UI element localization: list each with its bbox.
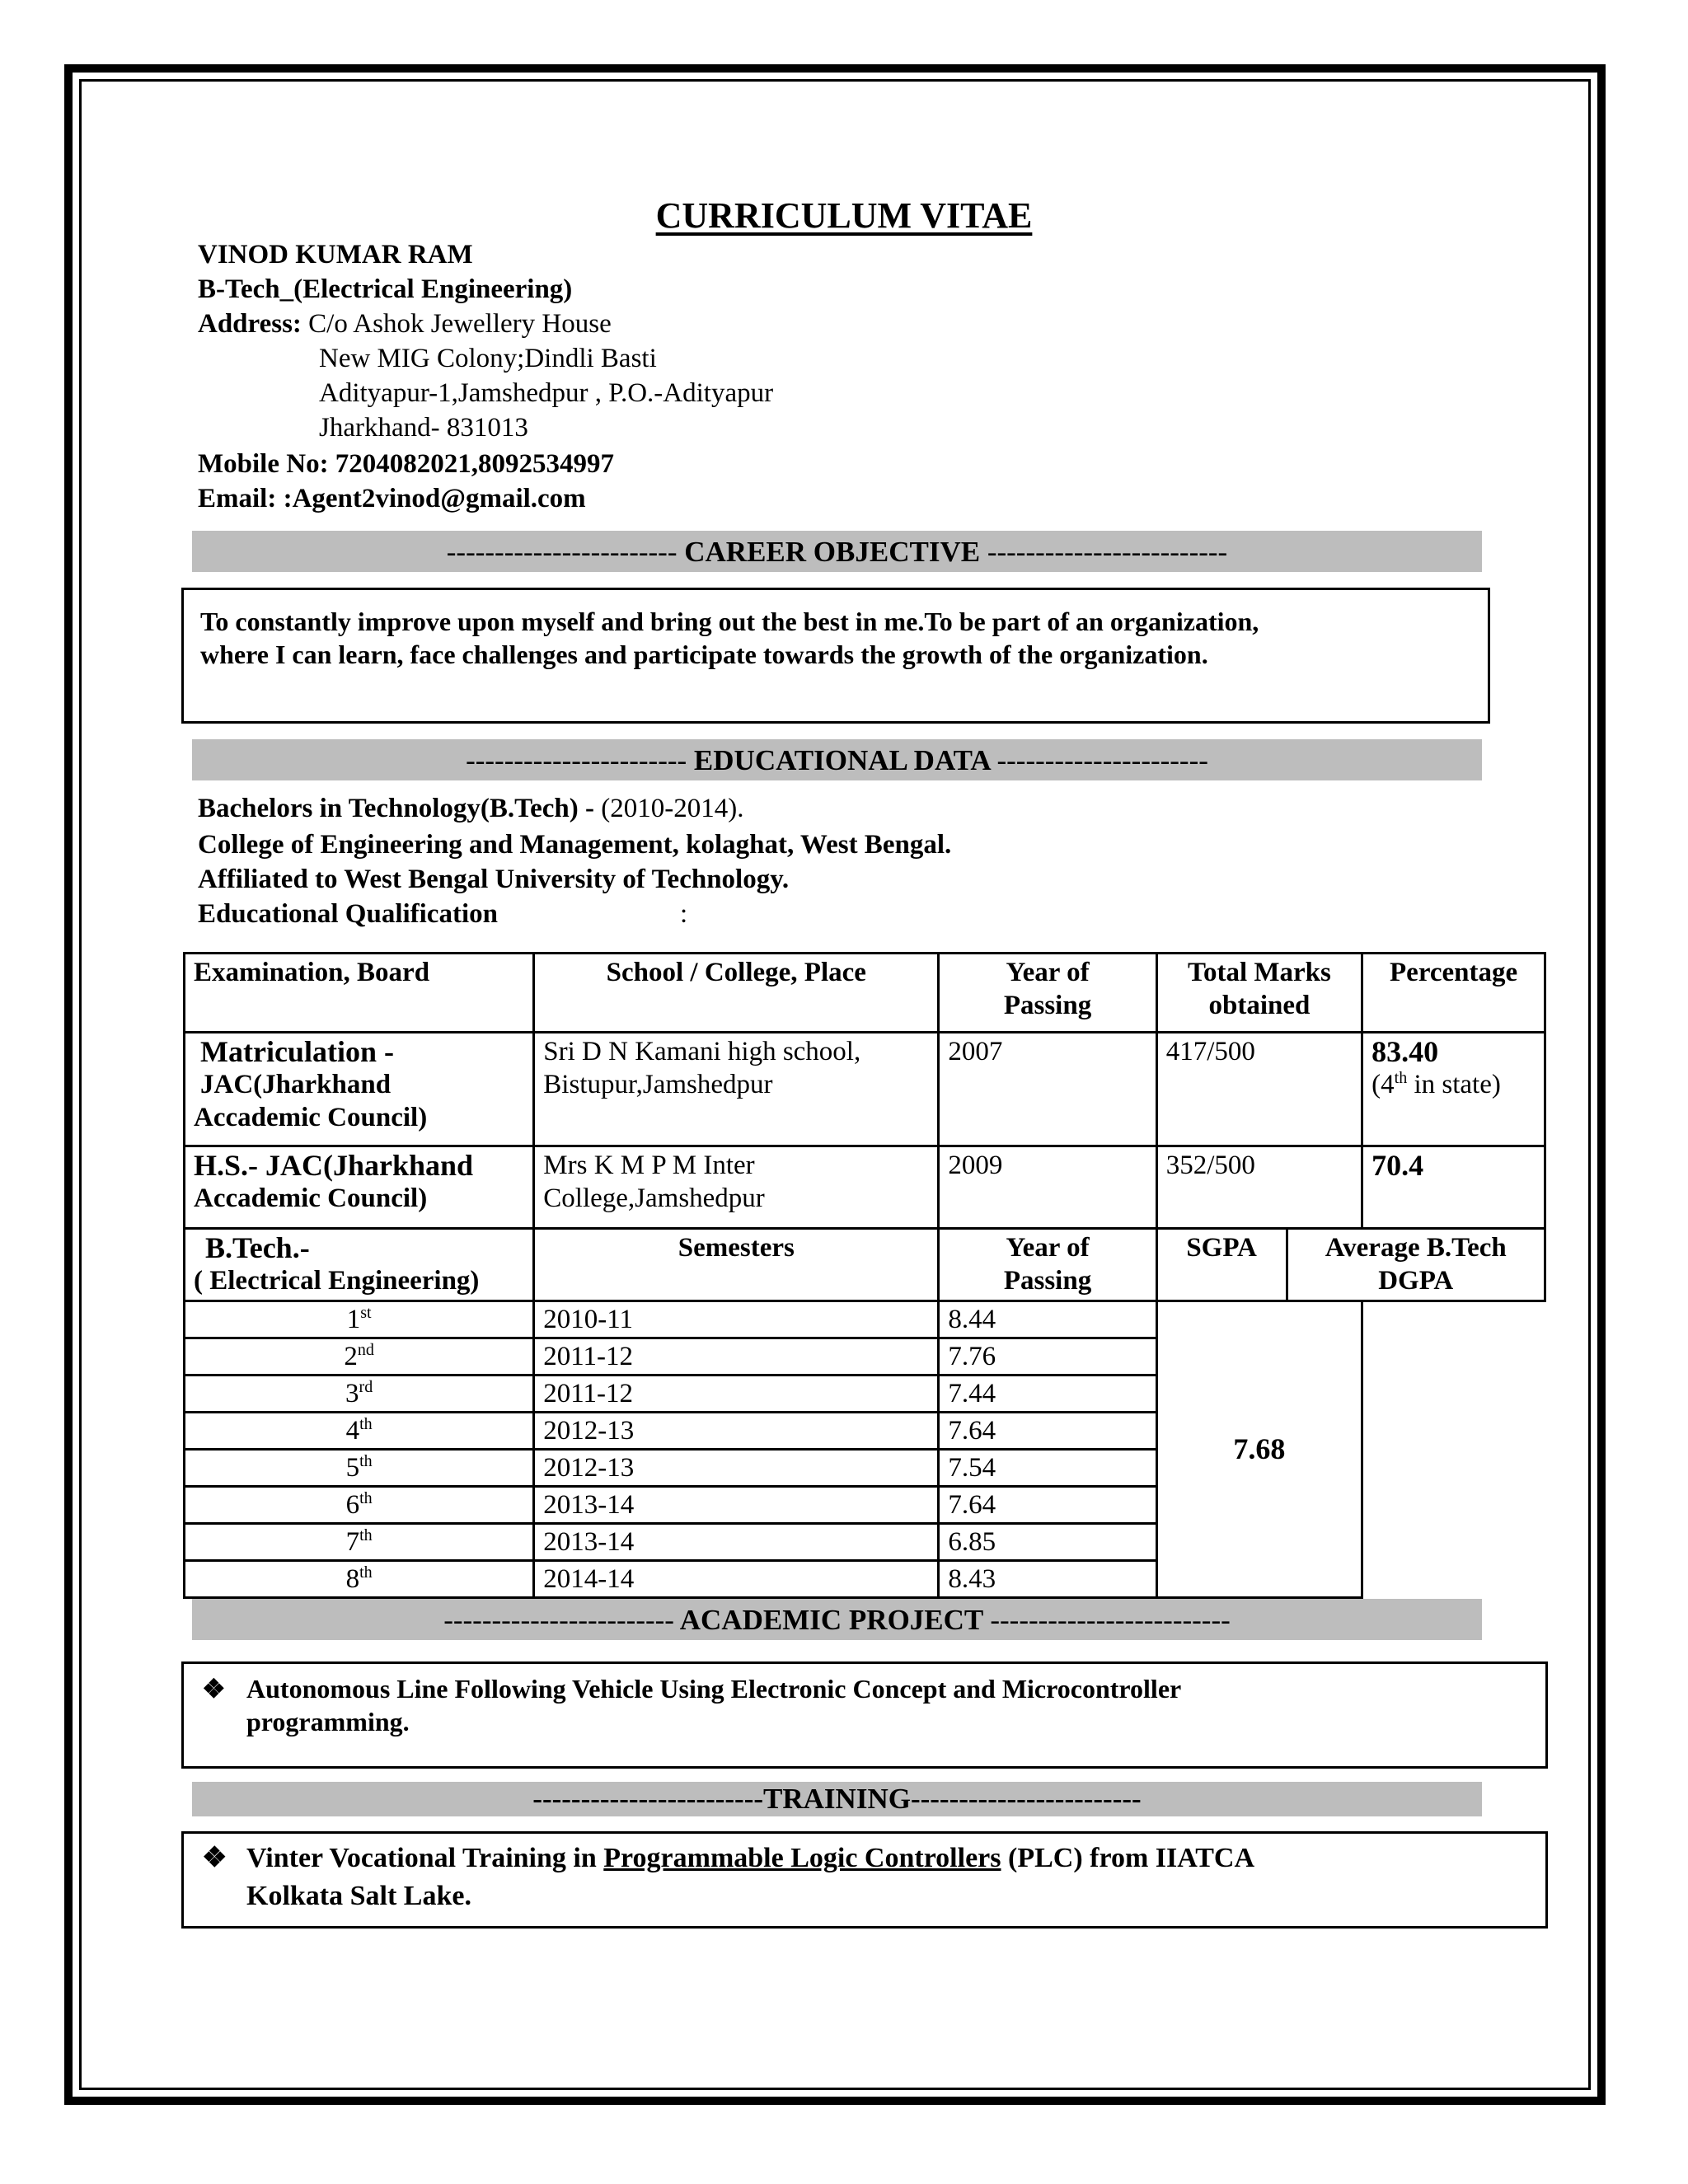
semester-sgpa: 7.54: [948, 1453, 996, 1483]
matric-marks: 417/500: [1165, 1037, 1255, 1066]
header-percentage: [1362, 954, 1545, 1033]
semester-year: 2012-13: [543, 1416, 635, 1446]
cell-semester-year: [534, 1487, 939, 1524]
hs-exam-line-2: Accademic Council): [194, 1183, 428, 1213]
career-objective-box: [181, 588, 1490, 724]
cell-average-dgpa: [1156, 1301, 1362, 1598]
candidate-degree: B-Tech_(Electrical Engineering): [198, 274, 573, 304]
semester-suffix: st: [360, 1304, 372, 1322]
heading-dash-left: -----------------------: [466, 744, 687, 776]
header-sgpa-text: SGPA: [1186, 1233, 1257, 1263]
heading-dash-right: -------------------------: [990, 1604, 1231, 1636]
header-school-text: School / College, Place: [606, 958, 866, 987]
header-year-line-1: Year of: [1006, 958, 1090, 987]
semester-number: 5: [345, 1453, 360, 1483]
header-percentage-text: Percentage: [1390, 958, 1518, 987]
training-text-post: (PLC) from IIATCA: [1001, 1843, 1255, 1873]
matric-percentage: 83.40: [1372, 1035, 1439, 1068]
header-examination-text: Examination, Board: [194, 958, 430, 987]
bullet-icon: ❖: [202, 1674, 226, 1704]
header-examination: [185, 954, 534, 1033]
career-objective-heading: [192, 531, 1482, 572]
semester-suffix: th: [359, 1526, 373, 1544]
matric-rank-post: in state): [1407, 1070, 1501, 1099]
heading-label: ACADEMIC PROJECT: [679, 1604, 983, 1636]
address-line-3: Adityapur-1,Jamshedpur , P.O.-Adityapur: [319, 378, 774, 408]
training-box: [181, 1831, 1548, 1929]
semester-suffix: nd: [357, 1341, 374, 1359]
cell-semester-sgpa: [939, 1376, 1156, 1413]
semester-sgpa: 8.44: [948, 1305, 996, 1334]
semester-number: 2: [344, 1342, 358, 1371]
heading-label: CAREER OBJECTIVE: [684, 536, 981, 568]
heading-dash-left: ------------------------: [532, 1783, 764, 1815]
cell-semester-year: [534, 1338, 939, 1376]
semester-sgpa: 7.44: [948, 1379, 996, 1408]
cell-semester-year: [534, 1561, 939, 1598]
hs-school-line-2: College,Jamshedpur: [543, 1183, 765, 1213]
document-title: CURRICULUM VITAE: [655, 195, 1033, 236]
semester-year: 2011-12: [543, 1379, 634, 1408]
academic-project-box: [181, 1661, 1548, 1769]
cell-semester: [185, 1487, 534, 1524]
semester-sgpa: 7.76: [948, 1342, 996, 1371]
semester-number: 4: [345, 1416, 360, 1446]
matric-school-line-2: Bistupur,Jamshedpur: [543, 1070, 773, 1099]
semester-year: 2010-11: [543, 1305, 634, 1334]
heading-dash-right: ------------------------: [910, 1783, 1142, 1815]
cell-semester-sgpa: [939, 1487, 1156, 1524]
header-sem-year: [939, 1229, 1156, 1301]
cell-semester: [185, 1524, 534, 1561]
cell-semester-year: [534, 1524, 939, 1561]
degree-line: [198, 791, 743, 826]
matric-rank-pre: (4: [1372, 1070, 1395, 1099]
table-row-semester: [185, 1301, 1545, 1338]
semester-suffix: th: [359, 1563, 373, 1582]
header-semesters-text: Semesters: [678, 1233, 795, 1263]
header-marks: [1156, 954, 1362, 1033]
header-average-dgpa: [1287, 1229, 1545, 1301]
semester-number: 3: [345, 1379, 359, 1408]
semester-suffix: th: [359, 1489, 373, 1507]
address-label: Address:: [198, 309, 302, 339]
table-row-hs: [185, 1146, 1545, 1229]
semester-number: 1: [346, 1305, 361, 1334]
matric-rank-sup: th: [1394, 1069, 1408, 1087]
candidate-name: VINOD KUMAR RAM: [198, 240, 473, 269]
header-average-line-2: DGPA: [1378, 1266, 1454, 1296]
semester-year: 2013-14: [543, 1490, 635, 1520]
project-line-2: programming.: [246, 1707, 410, 1736]
training-line-2: Kolkata Salt Lake.: [246, 1881, 471, 1911]
mobile-number: Mobile No: 7204082021,8092534997: [198, 449, 615, 479]
qualification-table: [183, 952, 1546, 1599]
address-text-1: C/o Ashok Jewellery House: [308, 309, 612, 339]
semester-year: 2012-13: [543, 1453, 635, 1483]
training-topic-link: Programmable Logic Controllers: [603, 1843, 1001, 1873]
project-line-1: Autonomous Line Following Vehicle Using Electronic Concept and Microcontroller: [246, 1674, 1182, 1704]
heading-dash-right: ----------------------: [996, 744, 1208, 776]
cell-semester-sgpa: [939, 1450, 1156, 1487]
cell-semester-sgpa: [939, 1338, 1156, 1376]
header-average-line-1: Average B.Tech: [1325, 1233, 1507, 1263]
header-semesters: [534, 1229, 939, 1301]
semester-suffix: rd: [359, 1378, 373, 1396]
semester-sgpa: 6.85: [948, 1527, 996, 1557]
hs-exam-line-1: H.S.- JAC(Jharkhand: [194, 1149, 474, 1182]
semester-number: 8: [345, 1564, 360, 1594]
cell-hs-percentage: [1362, 1146, 1545, 1229]
address-line-4: Jharkhand- 831013: [319, 413, 528, 443]
training-text-pre: Vinter Vocational Training in: [246, 1843, 604, 1873]
cell-semester-sgpa: [939, 1524, 1156, 1561]
cell-matric-school: [534, 1033, 939, 1146]
cell-semester-sgpa: [939, 1561, 1156, 1598]
cell-btech-label: [185, 1229, 534, 1301]
matric-exam-line-1: Matriculation -: [200, 1035, 394, 1068]
semester-year: 2013-14: [543, 1527, 635, 1557]
header-marks-line-2: obtained: [1208, 991, 1311, 1020]
address-line-1: [198, 307, 612, 341]
heading-dash-left: ------------------------: [443, 1604, 674, 1636]
career-objective-line-2: where I can learn, face challenges and participate towards the growth of the organization.: [200, 640, 1208, 669]
training-heading: [192, 1782, 1482, 1816]
header-year-line-2: Passing: [1003, 991, 1092, 1020]
matric-rank: [1372, 1068, 1536, 1101]
email-address: Email: :Agent2vinod@gmail.com: [198, 484, 586, 513]
semester-year: 2014-14: [543, 1564, 635, 1594]
cell-matric-exam: [185, 1033, 534, 1146]
hs-school-line-1: Mrs K M P M Inter: [543, 1151, 755, 1180]
academic-project-heading: [192, 1599, 1482, 1640]
cell-semester-sgpa: [939, 1301, 1156, 1338]
header-year: [939, 954, 1156, 1033]
semester-number: 6: [345, 1490, 360, 1520]
header-sem-year-line-1: Year of: [1006, 1233, 1090, 1263]
cell-semester-year: [534, 1450, 939, 1487]
degree-name: Bachelors in Technology(B.Tech) -: [198, 794, 594, 823]
educational-data-heading: [192, 739, 1482, 780]
semester-year: 2011-12: [543, 1342, 634, 1371]
average-dgpa-value: 7.68: [1233, 1432, 1286, 1465]
header-sem-year-line-2: Passing: [1003, 1266, 1092, 1296]
cell-matric-marks: [1156, 1033, 1362, 1146]
career-objective-line-1: To constantly improve upon myself and bring out the best in me.To be part of an organization,: [200, 607, 1259, 636]
semester-sgpa: 8.43: [948, 1564, 996, 1594]
cell-semester-year: [534, 1376, 939, 1413]
btech-label-line-2: ( Electrical Engineering): [194, 1266, 480, 1296]
cell-semester: [185, 1561, 534, 1598]
header-sgpa: [1156, 1229, 1287, 1301]
bullet-icon: ❖: [202, 1843, 227, 1873]
semester-sgpa: 7.64: [948, 1416, 996, 1446]
btech-label-line-1: B.Tech.-: [205, 1231, 310, 1264]
table-header-row: [185, 954, 1545, 1033]
hs-percentage: 70.4: [1372, 1149, 1424, 1182]
matric-year: 2007: [948, 1037, 1003, 1066]
cell-semester: [185, 1301, 534, 1338]
matric-school-line-1: Sri D N Kamani high school,: [543, 1037, 861, 1066]
header-school: [534, 954, 939, 1033]
header-marks-line-1: Total Marks: [1187, 958, 1331, 987]
semester-number: 7: [345, 1527, 360, 1557]
cell-hs-marks: [1156, 1146, 1362, 1229]
semester-suffix: th: [359, 1452, 373, 1470]
table-row-matriculation: [185, 1033, 1545, 1146]
cell-matric-year: [939, 1033, 1156, 1146]
cell-hs-year: [939, 1146, 1156, 1229]
cell-semester: [185, 1450, 534, 1487]
cell-semester: [185, 1376, 534, 1413]
cell-hs-school: [534, 1146, 939, 1229]
heading-dash-left: ------------------------: [446, 536, 678, 568]
degree-years: (2010-2014).: [594, 794, 744, 823]
matric-exam-line-3: Accademic Council): [194, 1103, 428, 1132]
qualification-colon: :: [680, 899, 688, 929]
cell-semester-year: [534, 1413, 939, 1450]
qualification-label: Educational Qualification: [198, 899, 498, 929]
cell-matric-percentage: [1362, 1033, 1545, 1146]
cell-hs-exam: [185, 1146, 534, 1229]
heading-label: TRAINING: [763, 1783, 911, 1815]
cell-semester: [185, 1413, 534, 1450]
matric-exam-line-2: JAC(Jharkhand: [200, 1070, 392, 1099]
address-line-2: New MIG Colony;Dindli Basti: [319, 344, 657, 373]
semester-suffix: th: [359, 1415, 373, 1433]
affiliation-line: Affiliated to West Bengal University of Technology.: [198, 865, 790, 894]
cell-semester-year: [534, 1301, 939, 1338]
college-line: College of Engineering and Management, kolaghat, West Bengal.: [198, 830, 952, 860]
semester-sgpa: 7.64: [948, 1490, 996, 1520]
table-row-btech-header: [185, 1229, 1545, 1301]
heading-dash-right: -------------------------: [987, 536, 1228, 568]
training-line-1: [246, 1840, 1254, 1877]
hs-marks: 352/500: [1165, 1151, 1255, 1180]
cell-semester-sgpa: [939, 1413, 1156, 1450]
hs-year: 2009: [948, 1151, 1003, 1180]
heading-label: EDUCATIONAL DATA: [693, 744, 990, 776]
cell-semester: [185, 1338, 534, 1376]
